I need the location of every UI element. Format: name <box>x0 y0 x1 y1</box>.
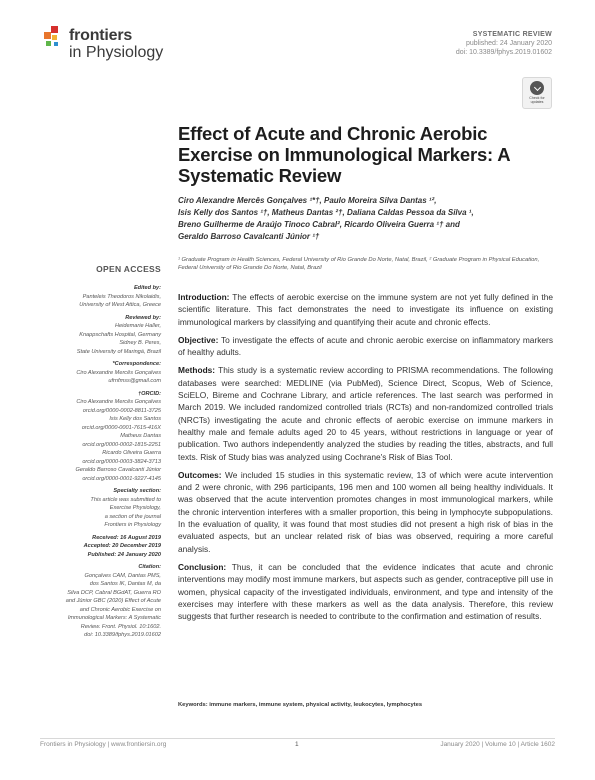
published-value: 24 January 2020 <box>117 551 161 558</box>
correspondence-email[interactable]: ufrnfmss@gmail.com <box>108 378 161 384</box>
objective-label: Objective: <box>178 334 219 345</box>
footer-issue-info: January 2020 | Volume 10 | Article 1602 <box>440 741 555 748</box>
frontiers-logo-icon <box>42 26 66 50</box>
check-updates-label: Check for updates <box>529 96 545 104</box>
introduction-text: The effects of aerobic exercise on the immune system are not yet fully defined in the scientific literature. This fact demonstrates the need to investigate its influence on existing immunological markers by classifying and quantifying their acute and chronic effects. <box>178 292 554 327</box>
methods-text: This study is a systematic review according to PRISMA recommendations. The following databases were searched: MEDLINE (via PubMed), Science Direct, Scopus, Web of Science, SciELO, Bireme and Cochrane Library, and article references. The last search was performed in March 2019. We included randomized controlled trials (RCTs) and non-randomized controlled trials (NRCTs) investigating the acute and chronic effects of aerobic exercise on immune markers in healthy male and female adults aged 20 to 45 years, without restrictions in language or year of publication. Two authors independently analyzed the studies by reading the titles, abstracts, and full texts. Risk of Study bias was analyzed using Cochrane's Risk of Bias Tool. <box>178 365 553 462</box>
reviewer-line: Heidemarie Haller, <box>114 323 161 329</box>
edited-by-heading: Edited by: <box>133 285 161 291</box>
accepted-value: 20 December 2019 <box>112 543 161 549</box>
specialty-line: a section of the journal <box>104 513 161 520</box>
reviewer-line: Knappschafts Hospital, Germany <box>79 331 161 338</box>
methods-label: Methods: <box>178 365 216 376</box>
logo-journal-name: in Physiology <box>69 44 164 61</box>
specialty-line: Exercise Physiology, <box>109 505 161 511</box>
orcid-author: Isis Kelly dos Santos <box>109 416 161 422</box>
abstract-conclusion <box>178 561 553 622</box>
introduction-label: Introduction: <box>178 292 230 302</box>
reviewer-line: Sidney B. Peres, <box>119 340 161 346</box>
received-label: Received: <box>92 534 119 541</box>
orcid-link[interactable]: orcid.org/0000-0003-3824-3713 <box>82 458 161 465</box>
abstract <box>178 291 553 628</box>
abstract-objective <box>178 334 553 359</box>
citation-line: Review. Front. Physiol. 10:1602. <box>80 623 161 630</box>
check-updates-icon <box>530 81 544 95</box>
orcid-link[interactable]: orcid.org/0000-0002-1815-2251 <box>82 441 161 448</box>
article-type: SYSTEMATIC REVIEW <box>472 31 552 38</box>
page-number: 1 <box>295 741 299 748</box>
citation-line: and Chronic Aerobic Exercise on <box>79 606 161 613</box>
footer-divider <box>40 738 555 739</box>
specialty-line: This article was submitted to <box>90 496 161 503</box>
citation-line: Immunological Markers: A Systematic <box>67 615 161 621</box>
outcomes-label: Outcomes: <box>178 469 222 480</box>
abstract-introduction <box>178 291 553 328</box>
conclusion-text: Thus, it can be concluded that the evidence indicates that acute and chronic interventions may modify most immune markers, but aspects such as gender, contraceptive pill use in women, physical capacity of the investigated individuals, environment, and type and intensity of the exercises may interfere with these markers as well as the data analysis. Therefore, this review suggests that further research is needed to contribute to the confirmation and estimation of results. <box>178 561 554 622</box>
author-line: Isis Kelly dos Santos ¹†, Matheus Dantas ²†, Daliana Caldas Pessoa da Silva ¹, <box>178 208 474 217</box>
open-access-label: OPEN ACCESS <box>96 264 161 274</box>
citation-line: dos Santos IK, Dantas M, da <box>89 581 161 587</box>
citation-line: Silva DCP, Cabral BGdAT, Guerra RO <box>67 589 161 596</box>
orcid-link[interactable]: orcid.org/0000-0001-9227-4145 <box>82 475 161 482</box>
reviewer-line: State University of Maringá, Brazil <box>76 348 161 355</box>
received-value: 16 August 2019 <box>120 534 161 541</box>
author-line: Breno Guilherme de Araújo Tinoco Cabral², Ricardo Oliveira Guerra ¹† and <box>178 220 460 229</box>
editor-line: Panteleis Theodoros Nikolaidis, <box>82 293 161 300</box>
received-date <box>40 534 161 543</box>
editor-line: University of West Attica, Greece <box>79 302 161 308</box>
correspondence-heading: *Correspondence: <box>112 361 161 367</box>
author-line: Ciro Alexandre Mercês Gonçalves ¹*†, Paulo Moreira Silva Dantas ¹², <box>178 196 437 205</box>
orcid-author: Matheus Dantas <box>120 433 161 439</box>
abstract-outcomes <box>178 469 553 555</box>
orcid-heading: †ORCID: <box>138 390 161 397</box>
article-doi[interactable]: doi: 10.3389/fphys.2019.01602 <box>455 49 552 56</box>
article-meta <box>456 30 552 57</box>
accepted-label: Accepted: <box>83 543 111 549</box>
orcid-author: Geraldo Barroso Cavalcanti Júnior <box>75 467 161 473</box>
published-label: Published: <box>87 551 117 558</box>
specialty-heading: Specialty section: <box>113 488 161 494</box>
orcid-author: Ricardo Oliveira Guerra <box>102 450 161 456</box>
article-info-sidebar <box>40 284 161 640</box>
orcid-author: Ciro Alexandre Mercês Gonçalves <box>76 399 161 405</box>
dates-block <box>40 534 161 560</box>
footer-journal-link[interactable]: Frontiers in Physiology | www.frontiersin.org <box>40 741 167 748</box>
abstract-methods <box>178 364 553 462</box>
article-title: Effect of Acute and Chronic Aerobic Exercise on Immunological Markers: A Systematic Review <box>178 123 510 186</box>
citation-doi[interactable]: doi: 10.3389/fphys.2019.01602 <box>84 632 161 638</box>
objective-text: To investigate the effects of acute and chronic aerobic exercise on inflammatory markers of healthy adults. <box>178 334 553 358</box>
outcomes-text: We included 15 studies in this systematic review, 13 of which were acute intervention and 2 were chronic, with 296 participants, 196 men and 100 women all being healthy individuals. It was observed that the acute intervention promotes changes in most immunological markers, while the chronic intervention interferes with a smaller proportion, this being in lymphocyte subpopulations. In the evaluation of quality, it was found that most studies did not present a high risk of bias in the evaluated aspects, but an unclear related risk of bias was observed, requiring a more careful analysis. <box>178 469 554 554</box>
keywords: Keywords: immune markers, immune system, physical activity, leukocytes, lymphocytes <box>178 702 423 708</box>
accepted-date <box>40 542 161 551</box>
correspondence-name: Ciro Alexandre Mercês Gonçalves <box>76 369 161 376</box>
citation-heading: Citation: <box>138 564 161 570</box>
published-date: published: 24 January 2020 <box>465 40 552 47</box>
published-date-sidebar <box>40 551 161 560</box>
specialty-line: Frontiers in Physiology <box>104 522 161 528</box>
citation-line: Gonçalves CAM, Dantas PMS, <box>84 572 161 579</box>
orcid-link[interactable]: orcid.org/0000-0002-8811-3725 <box>82 407 161 414</box>
logo-brand: frontiers <box>69 27 133 44</box>
conclusion-label: Conclusion: <box>178 561 227 572</box>
author-list <box>178 195 558 243</box>
journal-logo[interactable] <box>42 24 192 68</box>
reviewed-by-heading: Reviewed by: <box>125 314 161 321</box>
author-line: Geraldo Barroso Cavalcanti Júnior ¹† <box>178 232 320 241</box>
check-for-updates-button[interactable] <box>522 77 552 109</box>
orcid-link[interactable]: orcid.org/0000-0001-7615-416X <box>81 424 161 431</box>
citation-line: and Júnior GBC (2020) Effect of Acute <box>65 598 161 604</box>
affiliations: ¹ Graduate Program in Health Sciences, Federal University of Rio Grande Do Norte, Natal, Brazil, ² Graduate Program in Physical Education, Federal University of Rio Grande Do Norte, Natal, Brazil <box>178 257 540 272</box>
